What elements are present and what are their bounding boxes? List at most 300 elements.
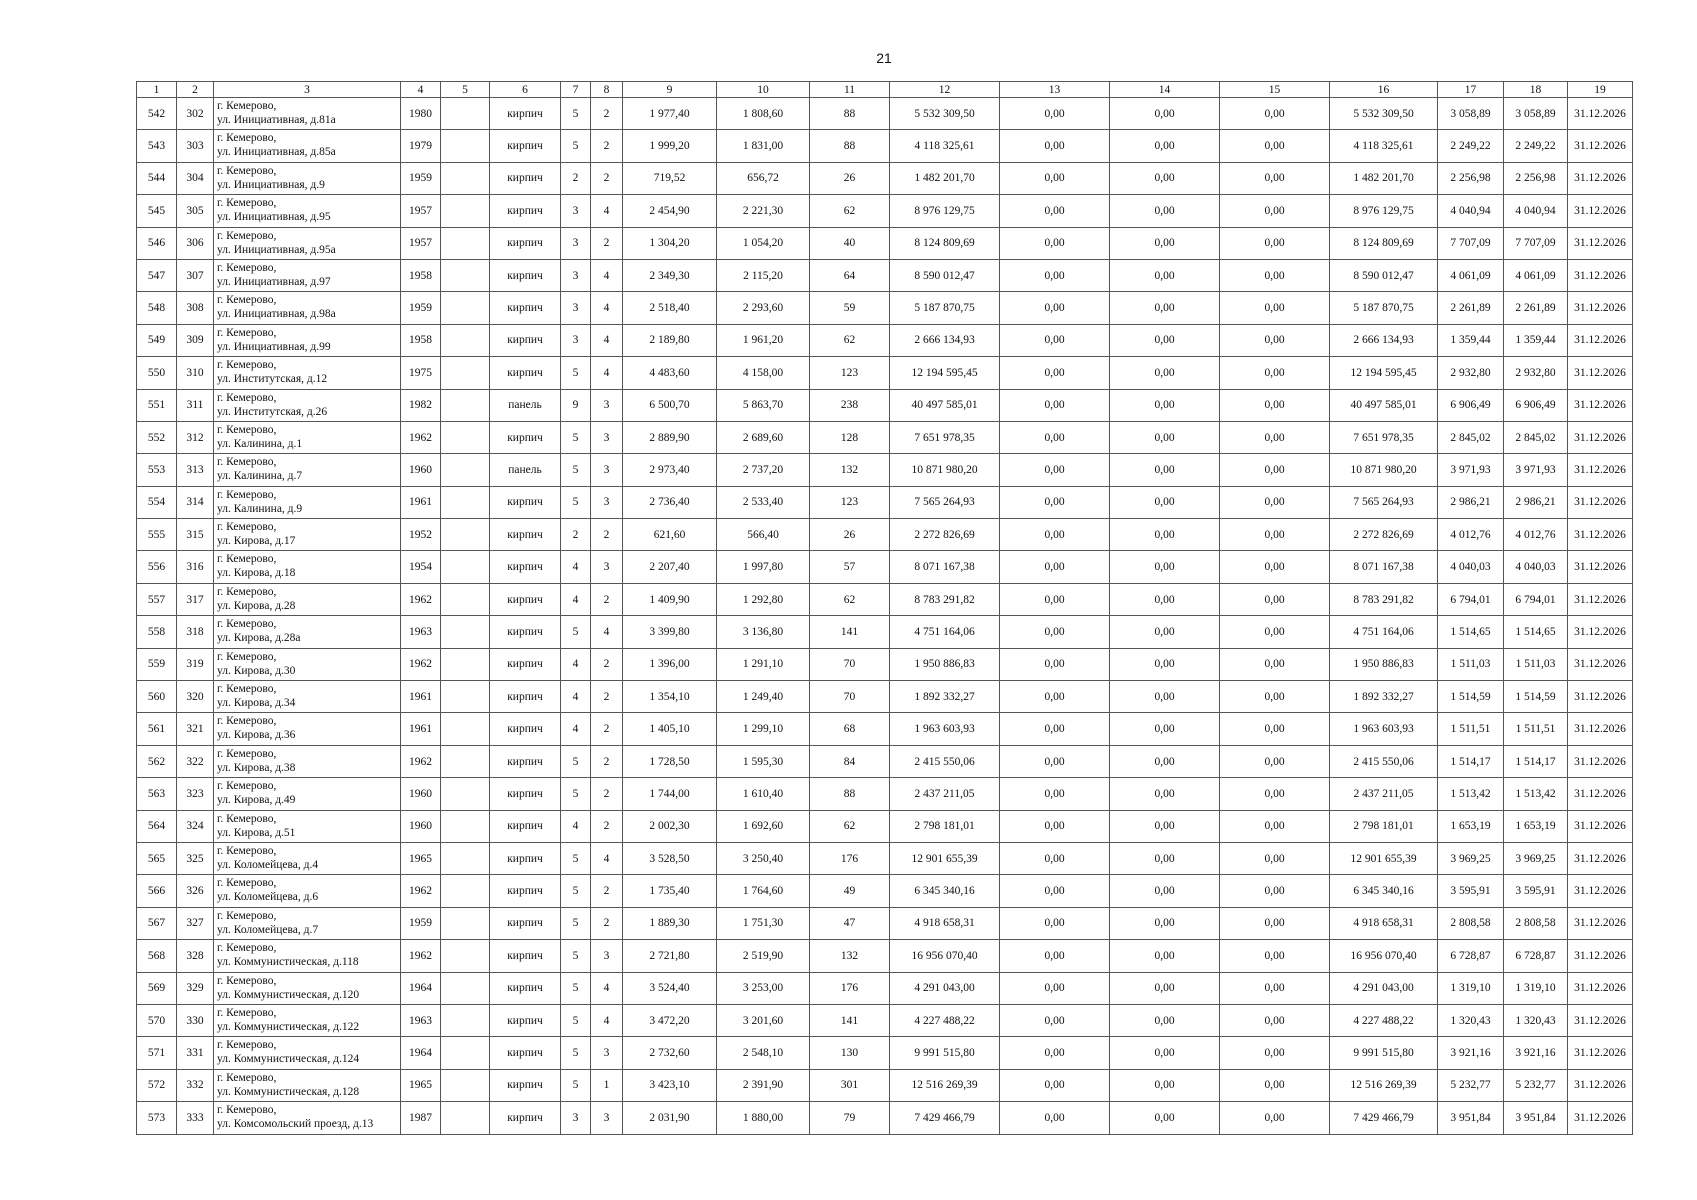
cell-n1: 558 [137,616,177,648]
table-row [137,616,1633,648]
address-cell [214,98,401,130]
address-city: г. Кемерово, [217,942,277,955]
cell-c14: 0,00 [1110,1037,1220,1069]
address-cell [214,940,401,972]
cell-c14: 0,00 [1110,583,1220,615]
cell-floors: 4 [561,810,591,842]
cell-c16: 2 666 134,93 [1330,324,1438,356]
cell-entrances: 4 [591,259,623,291]
cell-c14: 0,00 [1110,1069,1220,1101]
cell-entrances: 2 [591,875,623,907]
cell-c16: 7 565 264,93 [1330,486,1438,518]
address-city: г. Кемерово, [217,1104,277,1117]
cell-area-living: 1 880,00 [717,1102,810,1134]
cell-c5 [441,519,490,551]
table-row [137,875,1633,907]
cell-floors: 5 [561,454,591,486]
cell-year: 1965 [401,842,441,874]
table-row [137,486,1633,518]
cell-c17: 6 794,01 [1438,583,1504,615]
cell-date: 31.12.2026 [1568,842,1633,874]
address-street: ул. Институтская, д.26 [217,405,328,418]
cell-c18: 3 951,84 [1504,1102,1568,1134]
cell-c16: 2 272 826,69 [1330,519,1438,551]
cell-c18: 3 969,25 [1504,842,1568,874]
address-street: ул. Инициативная, д.95 [217,211,331,224]
cell-year: 1961 [401,486,441,518]
cell-n1: 547 [137,259,177,291]
cell-c15: 0,00 [1220,1069,1330,1101]
cell-c18: 2 261,89 [1504,292,1568,324]
cell-cost-total: 4 918 658,31 [890,907,1000,939]
cell-area-living: 2 115,20 [717,259,810,291]
cell-c5 [441,907,490,939]
cell-year: 1958 [401,259,441,291]
cell-c18: 6 794,01 [1504,583,1568,615]
cell-cost-total: 5 532 309,50 [890,98,1000,130]
cell-c15: 0,00 [1220,681,1330,713]
cell-cost-total: 2 272 826,69 [890,519,1000,551]
cell-residents: 132 [810,454,890,486]
cell-entrances: 4 [591,292,623,324]
address-cell [214,745,401,777]
address-city: г. Кемерово, [217,747,277,760]
cell-year: 1980 [401,98,441,130]
cell-date: 31.12.2026 [1568,1102,1633,1134]
cell-c5 [441,681,490,713]
cell-area-total: 3 399,80 [623,616,717,648]
cell-area-total: 2 973,40 [623,454,717,486]
cell-material: кирпич [490,745,561,777]
cell-cost-total: 12 516 269,39 [890,1069,1000,1101]
address-street: ул. Кирова, д.38 [217,761,296,774]
cell-c14: 0,00 [1110,227,1220,259]
cell-c18: 1 514,59 [1504,681,1568,713]
cell-c15: 0,00 [1220,227,1330,259]
address-city: г. Кемерово, [217,877,277,890]
cell-c5 [441,292,490,324]
address-city: г. Кемерово, [217,359,277,372]
cell-year: 1964 [401,1037,441,1069]
cell-c18: 3 921,16 [1504,1037,1568,1069]
cell-residents: 141 [810,1004,890,1036]
cell-n2: 333 [177,1102,214,1134]
cell-c18: 1 511,03 [1504,648,1568,680]
cell-n2: 330 [177,1004,214,1036]
cell-n2: 310 [177,357,214,389]
cell-c16: 6 345 340,16 [1330,875,1438,907]
cell-c14: 0,00 [1110,778,1220,810]
cell-area-total: 1 304,20 [623,227,717,259]
cell-year: 1962 [401,648,441,680]
cell-cost-total: 1 963 603,93 [890,713,1000,745]
cell-cost-total: 7 651 978,35 [890,421,1000,453]
cell-floors: 5 [561,1004,591,1036]
address-cell [214,616,401,648]
cell-entrances: 4 [591,842,623,874]
cell-c17: 3 969,25 [1438,842,1504,874]
address-cell [214,1037,401,1069]
cell-c18: 1 319,10 [1504,972,1568,1004]
cell-n1: 563 [137,778,177,810]
table-row [137,259,1633,291]
address-city: г. Кемерово, [217,423,277,436]
cell-c5 [441,1037,490,1069]
cell-floors: 5 [561,421,591,453]
cell-cost-total: 4 227 488,22 [890,1004,1000,1036]
cell-cost-total: 2 415 550,06 [890,745,1000,777]
address-city: г. Кемерово, [217,261,277,274]
cell-n2: 308 [177,292,214,324]
cell-area-total: 2 031,90 [623,1102,717,1134]
cell-c17: 3 058,89 [1438,98,1504,130]
cell-c15: 0,00 [1220,810,1330,842]
cell-c16: 40 497 585,01 [1330,389,1438,421]
address-cell [214,551,401,583]
cell-c17: 3 595,91 [1438,875,1504,907]
cell-year: 1961 [401,713,441,745]
cell-residents: 79 [810,1102,890,1134]
cell-residents: 88 [810,130,890,162]
address-cell [214,1004,401,1036]
cell-floors: 5 [561,357,591,389]
cell-area-total: 1 409,90 [623,583,717,615]
cell-residents: 62 [810,324,890,356]
cell-c14: 0,00 [1110,648,1220,680]
cell-residents: 47 [810,907,890,939]
cell-c17: 6 906,49 [1438,389,1504,421]
cell-c17: 1 514,65 [1438,616,1504,648]
cell-date: 31.12.2026 [1568,648,1633,680]
address-street: ул. Коммунистическая, д.124 [217,1053,360,1066]
cell-c5 [441,486,490,518]
cell-c5 [441,551,490,583]
cell-year: 1962 [401,940,441,972]
cell-material: кирпич [490,259,561,291]
cell-n1: 544 [137,162,177,194]
cell-area-total: 1 728,50 [623,745,717,777]
cell-c13: 0,00 [1000,389,1110,421]
cell-floors: 5 [561,1069,591,1101]
cell-area-living: 1 595,30 [717,745,810,777]
cell-n2: 303 [177,130,214,162]
cell-year: 1959 [401,907,441,939]
cell-year: 1958 [401,324,441,356]
cell-c14: 0,00 [1110,98,1220,130]
cell-c14: 0,00 [1110,454,1220,486]
cell-entrances: 3 [591,454,623,486]
cell-floors: 5 [561,940,591,972]
address-city: г. Кемерово, [217,1071,277,1084]
address-cell [214,162,401,194]
table-row [137,842,1633,874]
cell-n1: 560 [137,681,177,713]
cell-n2: 318 [177,616,214,648]
cell-year: 1975 [401,357,441,389]
cell-n2: 311 [177,389,214,421]
cell-c13: 0,00 [1000,98,1110,130]
table-row [137,551,1633,583]
cell-area-total: 1 405,10 [623,713,717,745]
cell-material: кирпич [490,357,561,389]
cell-c14: 0,00 [1110,842,1220,874]
cell-c17: 2 249,22 [1438,130,1504,162]
cell-entrances: 4 [591,616,623,648]
cell-year: 1959 [401,292,441,324]
cell-date: 31.12.2026 [1568,227,1633,259]
address-cell [214,810,401,842]
cell-material: кирпич [490,681,561,713]
cell-floors: 5 [561,98,591,130]
cell-entrances: 2 [591,130,623,162]
table-row [137,778,1633,810]
cell-c15: 0,00 [1220,519,1330,551]
cell-n2: 319 [177,648,214,680]
cell-c5 [441,454,490,486]
cell-entrances: 2 [591,519,623,551]
cell-date: 31.12.2026 [1568,130,1633,162]
cell-residents: 62 [810,583,890,615]
address-street: ул. Инициативная, д.81а [217,114,336,126]
cell-c17: 1 514,17 [1438,745,1504,777]
address-street: ул. Коломейцева, д.7 [217,923,319,936]
cell-floors: 5 [561,972,591,1004]
cell-cost-total: 4 118 325,61 [890,130,1000,162]
cell-c18: 7 707,09 [1504,227,1568,259]
cell-c14: 0,00 [1110,681,1220,713]
cell-c13: 0,00 [1000,1069,1110,1101]
cell-floors: 5 [561,745,591,777]
cell-c18: 2 986,21 [1504,486,1568,518]
cell-cost-total: 8 590 012,47 [890,259,1000,291]
cell-c5 [441,324,490,356]
cell-n2: 321 [177,713,214,745]
cell-c5 [441,227,490,259]
cell-n1: 570 [137,1004,177,1036]
cell-date: 31.12.2026 [1568,907,1633,939]
cell-area-living: 1 054,20 [717,227,810,259]
address-street: ул. Инициативная, д.99 [217,340,331,353]
cell-c14: 0,00 [1110,421,1220,453]
cell-area-total: 1 999,20 [623,130,717,162]
cell-c14: 0,00 [1110,162,1220,194]
cell-residents: 128 [810,421,890,453]
table-row [137,907,1633,939]
cell-area-total: 1 735,40 [623,875,717,907]
cell-floors: 5 [561,130,591,162]
registry-table [136,81,1633,1135]
cell-residents: 176 [810,842,890,874]
cell-c17: 4 040,94 [1438,195,1504,227]
cell-c5 [441,810,490,842]
cell-floors: 3 [561,227,591,259]
address-cell [214,1102,401,1134]
cell-c5 [441,259,490,291]
cell-c15: 0,00 [1220,389,1330,421]
cell-material: кирпич [490,195,561,227]
cell-c15: 0,00 [1220,130,1330,162]
cell-c17: 1 653,19 [1438,810,1504,842]
cell-n2: 306 [177,227,214,259]
cell-c13: 0,00 [1000,259,1110,291]
cell-material: кирпич [490,227,561,259]
column-number-10: 10 [717,82,810,98]
cell-floors: 4 [561,681,591,713]
cell-area-living: 3 253,00 [717,972,810,1004]
cell-year: 1957 [401,195,441,227]
cell-c18: 3 595,91 [1504,875,1568,907]
cell-c14: 0,00 [1110,389,1220,421]
cell-c17: 2 845,02 [1438,421,1504,453]
cell-area-total: 3 423,10 [623,1069,717,1101]
cell-residents: 141 [810,616,890,648]
cell-c16: 7 429 466,79 [1330,1102,1438,1134]
cell-c18: 4 012,76 [1504,519,1568,551]
cell-c13: 0,00 [1000,551,1110,583]
cell-floors: 3 [561,195,591,227]
address-street: ул. Коломейцева, д.4 [217,858,319,871]
cell-material: кирпич [490,810,561,842]
address-city: г. Кемерово, [217,909,277,922]
table-row [137,810,1633,842]
cell-c5 [441,713,490,745]
cell-year: 1963 [401,616,441,648]
cell-area-living: 1 249,40 [717,681,810,713]
cell-c17: 1 320,43 [1438,1004,1504,1036]
address-cell [214,842,401,874]
cell-material: кирпич [490,972,561,1004]
address-city: г. Кемерово, [217,326,277,339]
cell-area-total: 719,52 [623,162,717,194]
cell-c17: 1 513,42 [1438,778,1504,810]
cell-floors: 5 [561,1037,591,1069]
cell-c17: 1 359,44 [1438,324,1504,356]
cell-c17: 1 514,59 [1438,681,1504,713]
cell-cost-total: 5 187 870,75 [890,292,1000,324]
cell-c16: 4 227 488,22 [1330,1004,1438,1036]
cell-year: 1957 [401,227,441,259]
cell-c18: 1 514,17 [1504,745,1568,777]
table-body [137,98,1633,1135]
cell-cost-total: 1 892 332,27 [890,681,1000,713]
cell-year: 1965 [401,1069,441,1101]
cell-n2: 305 [177,195,214,227]
address-street: ул. Коммунистическая, д.120 [217,988,360,1001]
cell-n1: 566 [137,875,177,907]
cell-residents: 88 [810,98,890,130]
table-row [137,519,1633,551]
cell-year: 1987 [401,1102,441,1134]
cell-c18: 2 249,22 [1504,130,1568,162]
cell-area-total: 621,60 [623,519,717,551]
cell-entrances: 3 [591,940,623,972]
cell-c5 [441,1102,490,1134]
cell-c17: 3 921,16 [1438,1037,1504,1069]
table-row [137,1069,1633,1101]
column-number-3: 3 [214,82,401,98]
cell-n2: 315 [177,519,214,551]
cell-c18: 2 932,80 [1504,357,1568,389]
cell-c14: 0,00 [1110,324,1220,356]
address-cell [214,357,401,389]
cell-c16: 7 651 978,35 [1330,421,1438,453]
cell-n2: 312 [177,421,214,453]
cell-c14: 0,00 [1110,1102,1220,1134]
address-street: ул. Кирова, д.34 [217,697,296,710]
table-row [137,162,1633,194]
cell-n1: 559 [137,648,177,680]
cell-material: кирпич [490,519,561,551]
address-cell [214,195,401,227]
cell-n1: 553 [137,454,177,486]
cell-c14: 0,00 [1110,195,1220,227]
cell-year: 1952 [401,519,441,551]
address-city: г. Кемерово, [217,100,277,112]
cell-date: 31.12.2026 [1568,519,1633,551]
cell-c15: 0,00 [1220,842,1330,874]
address-cell [214,713,401,745]
cell-c17: 2 986,21 [1438,486,1504,518]
cell-year: 1982 [401,389,441,421]
cell-residents: 68 [810,713,890,745]
cell-c17: 1 511,03 [1438,648,1504,680]
cell-c13: 0,00 [1000,907,1110,939]
cell-residents: 130 [810,1037,890,1069]
cell-material: кирпич [490,292,561,324]
cell-c15: 0,00 [1220,1004,1330,1036]
cell-area-total: 2 189,80 [623,324,717,356]
cell-n1: 573 [137,1102,177,1134]
cell-area-total: 1 977,40 [623,98,717,130]
cell-area-total: 3 524,40 [623,972,717,1004]
cell-c14: 0,00 [1110,875,1220,907]
column-number-17: 17 [1438,82,1504,98]
cell-c17: 2 808,58 [1438,907,1504,939]
cell-c16: 1 963 603,93 [1330,713,1438,745]
address-city: г. Кемерово, [217,164,277,177]
cell-c18: 4 061,09 [1504,259,1568,291]
cell-area-total: 2 207,40 [623,551,717,583]
cell-area-living: 5 863,70 [717,389,810,421]
cell-year: 1960 [401,778,441,810]
cell-c18: 2 808,58 [1504,907,1568,939]
column-number-11: 11 [810,82,890,98]
cell-date: 31.12.2026 [1568,875,1633,907]
cell-c5 [441,745,490,777]
cell-c14: 0,00 [1110,357,1220,389]
cell-entrances: 3 [591,486,623,518]
cell-cost-total: 10 871 980,20 [890,454,1000,486]
cell-area-living: 2 293,60 [717,292,810,324]
address-street: ул. Инициативная, д.95а [217,243,336,256]
cell-material: кирпич [490,875,561,907]
cell-c13: 0,00 [1000,972,1110,1004]
address-city: г. Кемерово, [217,553,277,566]
cell-residents: 49 [810,875,890,907]
cell-n2: 316 [177,551,214,583]
cell-c18: 6 728,87 [1504,940,1568,972]
cell-cost-total: 8 976 129,75 [890,195,1000,227]
address-cell [214,778,401,810]
address-city: г. Кемерово, [217,844,277,857]
column-number-14: 14 [1110,82,1220,98]
cell-c16: 12 194 595,45 [1330,357,1438,389]
address-street: ул. Калинина, д.7 [217,470,303,483]
cell-entrances: 2 [591,681,623,713]
cell-area-living: 1 692,60 [717,810,810,842]
cell-entrances: 2 [591,745,623,777]
cell-area-living: 2 391,90 [717,1069,810,1101]
